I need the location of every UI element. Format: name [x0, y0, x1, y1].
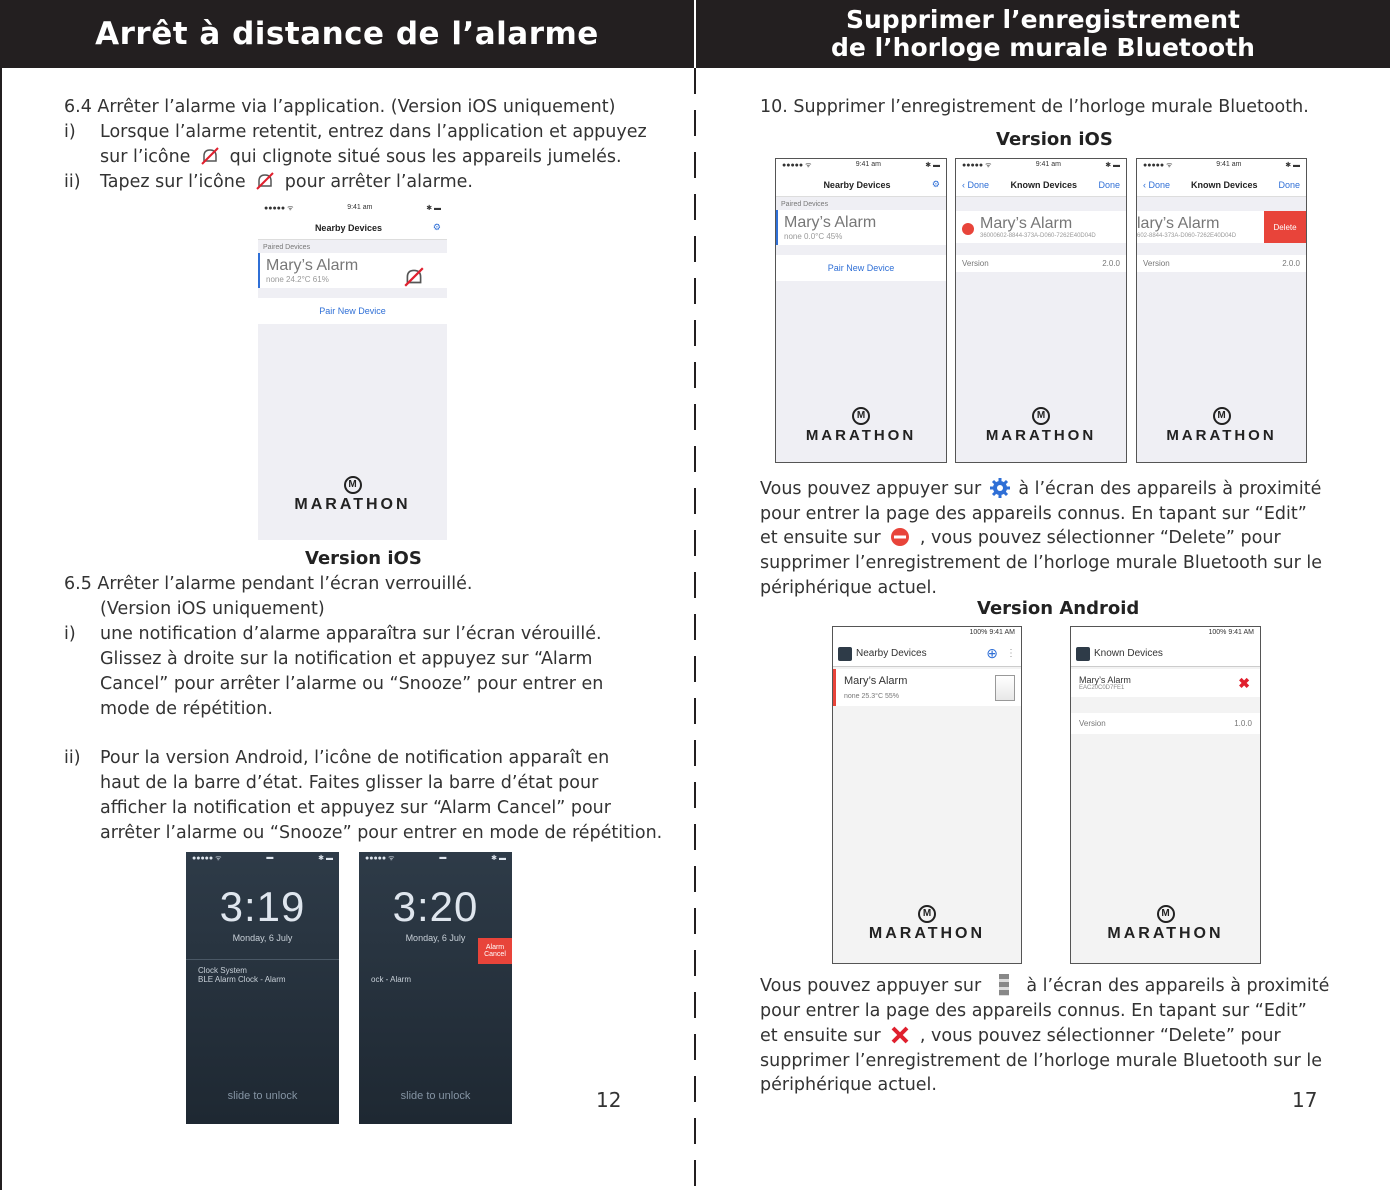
device-sub: none 25.3°C 55%: [844, 693, 899, 700]
s65-ii-line: Pour la version Android, l’icône de notification apparaît en: [100, 748, 610, 768]
close-x-icon[interactable]: ✖: [1238, 675, 1250, 691]
status-bar: ●●●●● ᯤ 9:41 am ✱ ▬: [1137, 159, 1306, 173]
device-row[interactable]: [833, 669, 1021, 706]
logo-text: MARATHON: [805, 427, 917, 444]
nav-bar: [956, 173, 1126, 197]
left-border: [0, 68, 2, 1190]
add-icon[interactable]: ⊕: [986, 645, 998, 661]
nav-title: Known Devices: [1190, 179, 1258, 190]
status-bar: ●●●●● ᯤ 9:41 am ✱ ▬: [258, 202, 447, 216]
gear-icon[interactable]: ⚙: [432, 222, 441, 232]
slide-to-unlock[interactable]: slide to unlock: [227, 1090, 298, 1102]
para1-line2: pour entrer la page des appareils connus. En tapant sur “Edit”: [760, 504, 1307, 524]
lockscreen-notification-screenshot: ●●●●● ᯤ ▬ ✱ ▬ 3:19 Monday, 6 July Clock System BLE Alarm Clock - Alarm slide to unlock: [186, 852, 339, 1124]
device-row[interactable]: [258, 253, 447, 288]
step-10-title: 10. Supprimer l’enregistrement de l’horloge murale Bluetooth.: [760, 97, 1309, 117]
alarm-cancel-button[interactable]: Alarm Cancel: [478, 938, 512, 964]
edit-done-button[interactable]: Done: [1098, 179, 1120, 190]
para2-part: Vous pouvez appuyer sur: [760, 976, 982, 996]
minus-circle-icon[interactable]: [962, 223, 974, 235]
version-row: [1137, 255, 1306, 272]
s65-subtitle: (Version iOS uniquement): [100, 599, 325, 619]
lock-time: 3:20: [392, 883, 479, 930]
device-row[interactable]: [776, 210, 946, 245]
back-done-label: Done: [1148, 179, 1171, 190]
s65-ii-number: ii): [64, 748, 81, 768]
status-bar: 100% 9:41 AM: [1071, 627, 1260, 641]
nav-title: Nearby Devices: [823, 179, 891, 190]
version-row: [956, 255, 1126, 272]
para2-line2: pour entrer la page des appareils connus. En tapant sur “Edit”: [760, 1001, 1307, 1021]
lockscreen-cancel-screenshot: ●●●●● ᯤ ▬ ✱ ▬ 3:20 Monday, 6 July ock - Alarm Alarm Cancel slide to unlock: [359, 852, 512, 1124]
s64-i-number: i): [64, 122, 76, 142]
nav-bar: [258, 216, 447, 240]
status-time: 9:41 am: [347, 204, 373, 211]
nav-title: Known Devices: [1010, 179, 1078, 190]
para1-part: Vous pouvez appuyer sur: [760, 479, 982, 499]
bell-off-icon: [200, 147, 220, 165]
left-header-title: Arrêt à distance de l’alarme: [95, 16, 599, 52]
device-row[interactable]: [1137, 211, 1306, 243]
s65-i-line: Cancel” pour arrêter l’alarme ou “Snooze” pour entrer en: [100, 674, 604, 694]
back-done-label: Done: [967, 179, 990, 190]
lock-date: Monday, 6 July: [405, 933, 466, 943]
page-number-left: 12: [596, 1088, 622, 1112]
status-bar: 100% 9:41 AM: [833, 627, 1021, 641]
page-number-right: 17: [1292, 1088, 1318, 1112]
para1-line3: [760, 526, 1281, 551]
slide-to-unlock[interactable]: slide to unlock: [400, 1090, 471, 1102]
device-sub: none 0.0°C 45%: [784, 232, 843, 241]
ios-known-devices-screenshot: [955, 158, 1127, 463]
s64-ii-line: [100, 170, 473, 195]
status-time: 9:41 am: [1035, 161, 1061, 168]
bar-title: Known Devices: [1094, 648, 1163, 659]
version-row: [1071, 713, 1260, 734]
device-sub: none 24.2°C 61%: [266, 275, 329, 284]
marathon-logo: M MARATHON: [956, 405, 1126, 444]
device-name: Mary’s Alarm: [784, 214, 877, 231]
section-label: Paired Devices: [263, 244, 311, 251]
status-time: 9:41 am: [1216, 161, 1242, 168]
s65-i-line: une notification d’alarme apparaîtra sur l’écran vérouillé.: [100, 624, 602, 644]
logo-text: MARATHON: [294, 496, 411, 513]
s64-ii-number: ii): [64, 172, 81, 192]
gear-icon: [989, 477, 1011, 499]
logo-text: MARATHON: [985, 427, 1097, 444]
left-page-header: [0, 0, 694, 68]
edit-done-button[interactable]: Done: [1278, 179, 1300, 190]
notif-app: Clock System: [198, 966, 247, 975]
bell-off-icon[interactable]: [403, 267, 425, 287]
menu-icon: [999, 974, 1009, 996]
device-name: Mary’s Alarm: [844, 675, 908, 687]
device-row[interactable]: [956, 211, 1126, 243]
section-6-4-title: 6.4 Arrêter l’alarme via l’application. (Version iOS uniquement): [64, 97, 616, 117]
page-divider: [694, 68, 696, 1190]
version-value: 2.0.0: [1102, 259, 1120, 268]
back-done-button[interactable]: ‹ Done: [1143, 179, 1171, 190]
marathon-logo: M MARATHON: [833, 903, 1021, 943]
lock-time: 3:19: [219, 883, 306, 930]
right-header-line2: de l’horloge murale Bluetooth: [831, 33, 1255, 62]
s65-i-number: i): [64, 624, 76, 644]
close-x-icon: [890, 1025, 910, 1045]
bar-title: Nearby Devices: [856, 648, 927, 659]
device-name: lary’s Alarm: [1137, 215, 1220, 232]
logo-text: MARATHON: [868, 925, 986, 942]
device-name: Mary’s Alarm: [980, 215, 1073, 232]
menu-icon[interactable]: ⋮: [1006, 648, 1016, 659]
version-value: 1.0.0: [1234, 719, 1252, 728]
s65-i-line: Glissez à droite sur la notification et appuyez sur “Alarm: [100, 649, 593, 669]
marathon-logo: M MARATHON: [1071, 903, 1260, 943]
app-icon: [838, 647, 852, 661]
right-page-header: [696, 0, 1390, 68]
para2-line1: [760, 974, 1329, 999]
device-sub: 602-8844-373A-D060-7262E40D04D: [1137, 233, 1237, 239]
s64-ii-start: Tapez sur l’icône: [100, 172, 246, 192]
logo-text: MARATHON: [1107, 925, 1224, 942]
para2-part: , vous pouvez sélectionner “Delete” pour: [919, 1026, 1281, 1046]
device-sub: 36000602-8844-373A-D060-7262E40D04D: [980, 233, 1096, 239]
caption-android: Version Android: [977, 598, 1140, 619]
android-known-devices-screenshot: [1070, 626, 1261, 964]
nav-title: Nearby Devices: [314, 222, 382, 233]
s64-i-line2-start: sur l’icône: [100, 147, 191, 167]
lock-date: Monday, 6 July: [232, 933, 293, 943]
version-label: Version: [962, 259, 989, 268]
right-header-line1: Supprimer l’enregistrement: [846, 5, 1240, 34]
nav-bar: [776, 173, 946, 197]
device-name: Mary’s Alarm: [266, 257, 359, 274]
para2-part: et ensuite sur: [760, 1026, 881, 1046]
action-bar: [833, 641, 1021, 667]
s64-i-line1: Lorsque l’alarme retentit, entrez dans l’application et appuyez: [100, 122, 647, 142]
status-time: 9:41 am: [855, 161, 881, 168]
nav-bar: [1137, 173, 1306, 197]
para2-line5: périphérique actuel.: [760, 1075, 937, 1095]
version-label: Version: [1079, 719, 1106, 728]
version-label: Version: [1143, 259, 1170, 268]
s65-ii-line: haut de la barre d’état. Faites glisser la barre d’état pour: [100, 773, 599, 793]
minus-circle-icon: [890, 527, 910, 547]
status-bar: ●●●●● ᯤ 9:41 am ✱ ▬: [956, 159, 1126, 173]
device-name: Mary’s Alarm: [1079, 675, 1131, 685]
pair-new-device-button[interactable]: Pair New Device: [258, 298, 447, 324]
s64-i-line2-end: qui clignote situé sous les appareils jumelés.: [229, 147, 622, 167]
marathon-logo: M MARATHON: [1137, 405, 1306, 444]
lock-notification[interactable]: [186, 959, 339, 990]
ios-delete-device-screenshot: [1136, 158, 1307, 463]
device-sub: EAC20C0D7FE1: [1079, 685, 1125, 691]
s64-ii-end: pour arrêter l’alarme.: [284, 172, 473, 192]
status-bar: ●●●●● ᯤ 9:41 am ✱ ▬: [776, 159, 946, 173]
para2-line4: supprimer l’enregistrement de l’horloge murale Bluetooth sur le: [760, 1051, 1322, 1071]
marathon-logo: M MARATHON: [258, 474, 447, 514]
s65-ii-line: afficher la notification et appuyez sur “Alarm Cancel” pour: [100, 798, 611, 818]
caption-ios-left: Version iOS: [305, 548, 422, 569]
gear-icon[interactable]: ⚙: [931, 179, 940, 189]
para1-line5: périphérique actuel.: [760, 578, 937, 598]
section-6-5-title: 6.5 Arrêter l’alarme pendant l’écran verrouillé.: [64, 574, 473, 594]
delete-button[interactable]: Delete: [1264, 211, 1306, 243]
marathon-logo: M MARATHON: [776, 405, 946, 444]
para1-part: , vous pouvez sélectionner “Delete” pour: [919, 528, 1281, 548]
s65-ii-line: arrêter l’alarme ou “Snooze” pour entrer en mode de répétition.: [100, 823, 663, 843]
version-value: 2.0.0: [1282, 259, 1300, 268]
notif-text: BLE Alarm Clock - Alarm: [198, 975, 286, 984]
notif-text: ock - Alarm: [371, 975, 412, 984]
para1-line4: supprimer l’enregistrement de l’horloge murale Bluetooth sur le: [760, 553, 1322, 573]
android-nearby-devices-screenshot: [832, 626, 1022, 964]
s64-i-line2: [100, 145, 622, 170]
para1-line1: [760, 477, 1321, 502]
chart-icon[interactable]: [995, 675, 1015, 701]
caption-ios-right: Version iOS: [996, 129, 1113, 150]
section-label: Paired Devices: [781, 201, 829, 208]
logo-text: MARATHON: [1166, 427, 1277, 444]
action-bar: [1071, 641, 1260, 667]
ios-nearby-devices-screenshot: [775, 158, 947, 463]
device-row[interactable]: [1071, 669, 1260, 697]
para1-part: et ensuite sur: [760, 528, 881, 548]
para2-part: à l’écran des appareils à proximité: [1026, 976, 1330, 996]
s65-i-line: mode de répétition.: [100, 699, 273, 719]
back-done-button[interactable]: ‹ Done: [962, 179, 990, 190]
pair-new-device-button[interactable]: Pair New Device: [776, 255, 946, 281]
para2-line3: [760, 1024, 1281, 1049]
bell-off-icon: [255, 172, 275, 190]
app-icon: [1076, 647, 1090, 661]
ios-nearby-devices-screenshot: [258, 202, 447, 540]
para1-part: à l’écran des appareils à proximité: [1018, 479, 1322, 499]
